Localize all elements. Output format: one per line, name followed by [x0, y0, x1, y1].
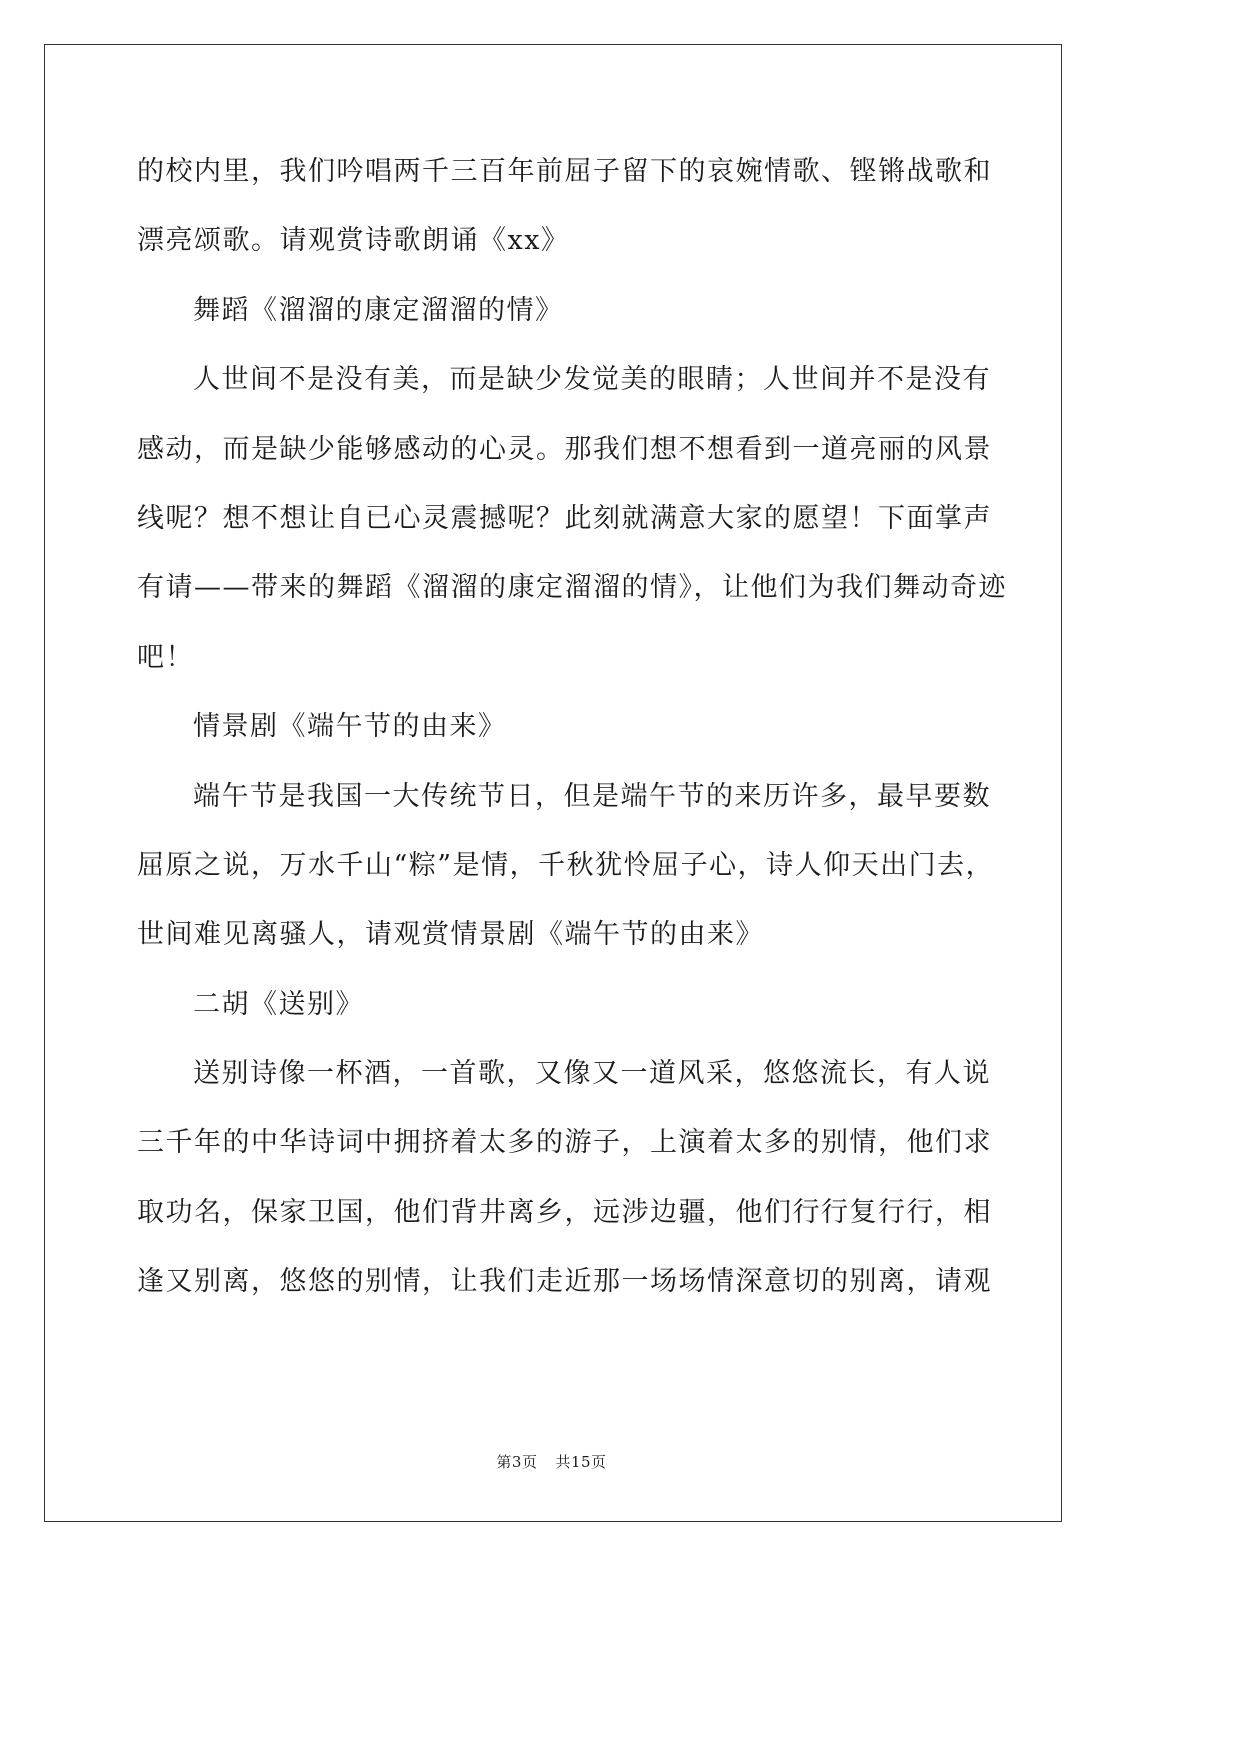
paragraph-line: 三千年的中华诗词中拥挤着太多的游子，上演着太多的别情，他们求	[137, 1127, 992, 1159]
paragraph-line: 世间难见离骚人，请观赏情景剧《端午节的由来》	[137, 919, 764, 951]
paragraph-line: 逢又别离，悠悠的别情，让我们走近那一场场情深意切的别离，请观	[137, 1266, 992, 1298]
paragraph-line: 漂亮颂歌。请观赏诗歌朗诵《xx》	[137, 225, 570, 257]
paragraph-line: 的校内里，我们吟唱两千三百年前屈子留下的哀婉情歌、铿锵战歌和	[137, 156, 992, 187]
paragraph-line: 吧！	[137, 641, 194, 673]
page-total: 共15页	[555, 1453, 607, 1471]
section-heading: 二胡《送别》	[193, 988, 364, 1020]
paragraph-line: 取功名，保家卫国，他们背井离乡，远涉边疆，他们行行复行行，相	[137, 1196, 992, 1228]
section-heading: 情景剧《端午节的由来》	[193, 711, 507, 743]
paragraph-line: 端午节是我国一大传统节日，但是端午节的来历许多，最早要数	[193, 780, 991, 812]
paragraph-line: 送别诗像一杯酒，一首歌，又像又一道风采，悠悠流长，有人说	[193, 1058, 991, 1090]
section-heading: 舞蹈《溜溜的康定溜溜的情》	[193, 294, 564, 326]
paragraph-line: 人世间不是没有美，而是缺少发觉美的眼睛；人世间并不是没有	[193, 364, 991, 396]
paragraph-line: 线呢？想不想让自已心灵震撼呢？此刻就满意大家的愿望！下面掌声	[137, 502, 992, 534]
page-footer	[0, 1452, 1103, 1472]
document-body	[137, 137, 1007, 1317]
page-number: 第3页	[496, 1453, 538, 1471]
paragraph-line: 有请——带来的舞蹈《溜溜的康定溜溜的情》，让他们为我们舞动奇迹	[137, 572, 1007, 604]
paragraph-line: 屈原之说，万水千山“粽”是情，千秋犹怜屈子心，诗人仰天出门去，	[137, 849, 995, 881]
paragraph-line: 感动，而是缺少能够感动的心灵。那我们想不想看到一道亮丽的风景	[137, 433, 992, 465]
